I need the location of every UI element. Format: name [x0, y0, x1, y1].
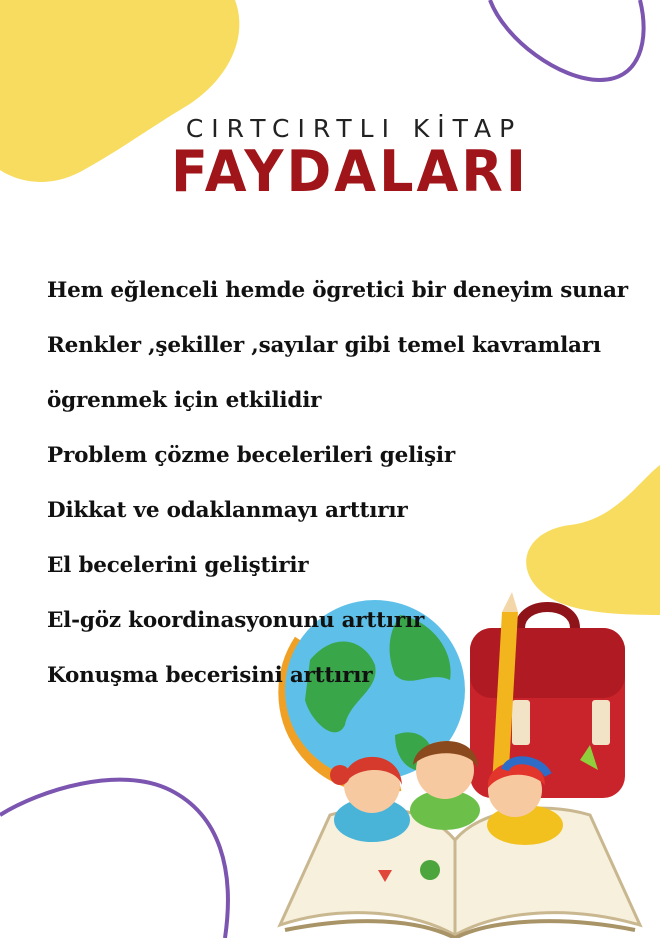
list-item: Renkler ,şekiller ,sayılar gibi temel kavramları [47, 333, 601, 358]
list-item: Konuşma becerisini arttırır [47, 663, 373, 688]
list-item: Problem çözme becelerileri gelişir [47, 443, 455, 468]
subtitle: CIRTCIRTLI KİTAP [185, 114, 523, 143]
list-item: El becelerini geliştirir [47, 553, 309, 578]
page-title: FAYDALARI [171, 138, 529, 205]
benefits-list [47, 268, 657, 708]
list-item: ögrenmek için etkilidir [47, 388, 322, 413]
child-boy-icon [410, 741, 480, 830]
list-item: El-göz koordinasyonunu arttırır [47, 608, 425, 633]
list-item: Dikkat ve odaklanmayı arttırır [47, 498, 408, 523]
list-item: Hem eğlenceli hemde ögretici bir deneyim sunar [47, 278, 628, 303]
